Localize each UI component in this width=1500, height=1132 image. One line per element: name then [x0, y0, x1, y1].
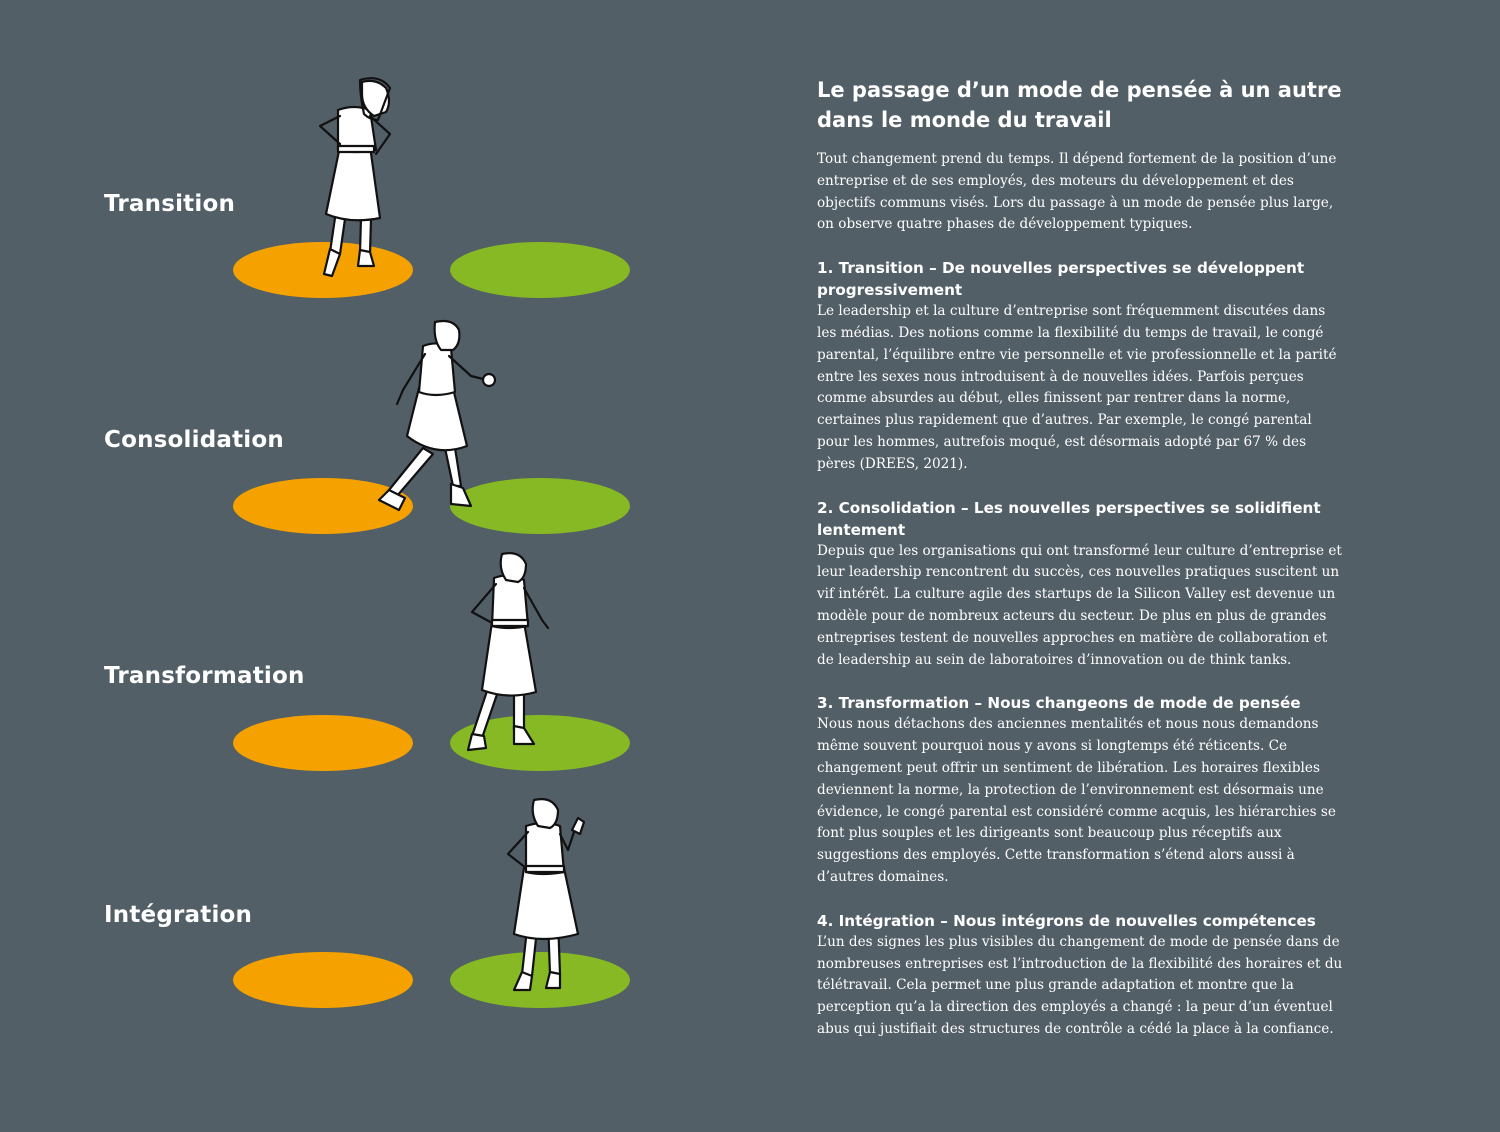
section-title: 1. Transition – De nouvelles perspectives se développent progressivement: [817, 259, 1305, 300]
stage-label-transformation: Transformation: [104, 663, 305, 689]
stage-3-orange-pad: [233, 715, 413, 771]
stage-label-integration: Intégration: [104, 902, 253, 928]
article: [817, 75, 1347, 1041]
woman-standing-hand-on-hip-icon: [462, 550, 562, 755]
section-consolidation: [817, 497, 1347, 672]
section-body: Nous nous détachons des anciennes mentalités et nous nous demandons même souvent pourquoi nous y avons si longtemps été réticents. Ce changement peut offrir un sentiment de libération. Les horaires flexibles deviennent la norme, la protection de l’environnement est désormais une évidence, le congé parental est considéré comme acquis, les hiérarchies se font plus souples et les dirigeants sont beaucoup plus réceptifs aux suggestions des employés. Cette transformation s’étend alors aussi à d’autres domaines.: [817, 716, 1336, 885]
section-transformation: [817, 692, 1347, 888]
stage-4-orange-pad: [233, 952, 413, 1008]
section-body: L’un des signes les plus visibles du changement de mode de pensée dans de nombreuses entreprises est l’introduction de la flexibilité des horaires et du télétravail. Cela permet une plus grande adaptation et montre que la perception qu’a la direction des employés a changé : la peur d’un éventuel abus qui justifiait des structures de contrôle a cédé la place à la confiance.: [817, 933, 1343, 1037]
section-title: 2. Consolidation – Les nouvelles perspectives se solidifient lentement: [817, 498, 1321, 539]
stage-1-green-pad: [450, 242, 630, 298]
woman-standing-hands-on-hips-icon: [300, 74, 410, 284]
section-body: Le leadership et la culture d’entreprise sont fréquemment discutées dans les médias. Des notions comme la flexibilité du temps de travail, le congé parental, l’équilibre entre vie personnelle et vie professionnelle et la parité entre les sexes nous introduisent à de nouvelles idées. Parfois perçues comme absurdes au début, elles finissent par rentrer dans la norme, certaines plus rapidement que d’autres. Par exemple, le congé parental pour les hommes, autrefois moqué, est désormais adopté par 67 % des pères (DREES, 2021).: [817, 303, 1337, 472]
section-integration: [817, 910, 1347, 1041]
stage-label-consolidation: Consolidation: [104, 427, 284, 453]
section-body: Depuis que les organisations qui ont transformé leur culture d’entreprise et leur leadership rencontrent du succès, ces nouvelles pratiques suscitent un vif intérêt. La culture agile des startups de la Silicon Valley est devenue un modèle pour de nombreux acteurs du secteur. De plus en plus de grandes entreprises testent de nouvelles approches en matière de collaboration et de leadership au sein de laboratoires d’innovation ou de think tanks.: [817, 542, 1342, 668]
section-title: 3. Transformation – Nous changeons de mode de pensée: [817, 694, 1301, 713]
article-title: Le passage d’un mode de pensée à un autre dans le monde du travail: [817, 78, 1342, 132]
section-title: 4. Intégration – Nous intégrons de nouvelles compétences: [817, 911, 1316, 930]
woman-stepping-across-icon: [375, 318, 505, 518]
woman-waving-icon: [498, 796, 598, 996]
stage-label-transition: Transition: [104, 191, 236, 217]
section-transition: [817, 257, 1347, 475]
article-intro: Tout changement prend du temps. Il dépend fortement de la position d’une entreprise et de ses employés, des moteurs du développement et des objectifs communs visés. Lors du passage à un mode de pensée plus large, on observe quatre phases de développement typiques.: [817, 151, 1337, 233]
